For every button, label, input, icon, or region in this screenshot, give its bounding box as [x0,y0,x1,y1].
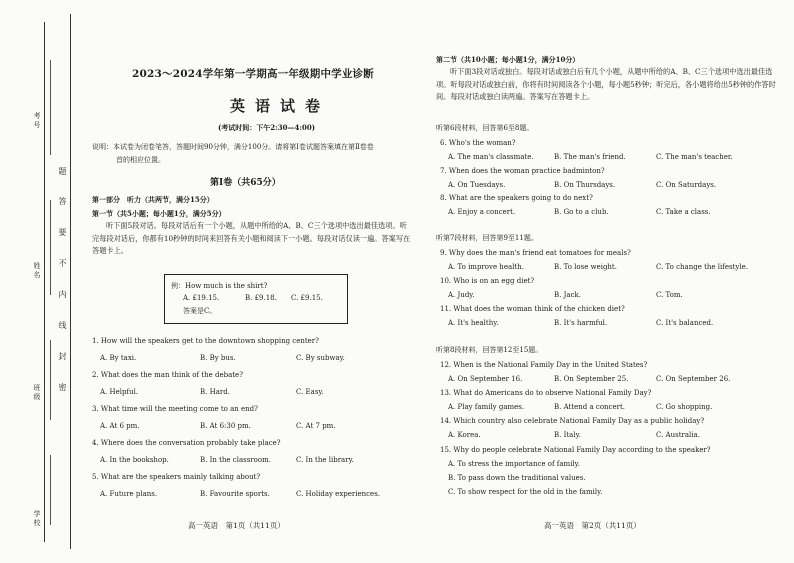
seal-char: 不 [58,259,67,268]
question-stem: 10. Who is on an egg diet? [440,277,535,285]
option-c: C. It's balanced. [656,319,714,327]
option-b: B. Hard. [200,388,230,396]
example-box [164,274,348,324]
option-b: B. To pass down the traditional values. [448,474,586,482]
section-2-directions: 听下面3段对话或独白。每段对话或独白后有几个小题，从题中所给的A、B、C三个选项中选出最佳选项。听每段对话或独白前，你将有时间阅读各个小题，每小题5秒钟；听完后，各小题将给出5秒钟的作答时间。每段对话或独白读两遍。答案写在答题卡上。 [436,67,776,101]
option-c: C. Australia. [656,431,700,439]
option-b: B. To lose weight. [554,263,617,271]
option-b: B. Italy. [554,431,581,439]
field-label-class: 班级 [33,384,41,402]
question-stem: 14. Which country also celebrate National Family Day as a public holiday? [440,417,705,425]
option-a: A. Future plans. [100,490,158,498]
option-c: C. Go shopping. [656,403,713,411]
option-b: B. In the classroom. [200,456,271,464]
section-1-heading: 第一节（共5小题；每小题1分，满分5分） [92,209,226,218]
question-stem: 4. Where does the conversation probably take place? [92,439,281,447]
example-question: 例：How much is the shirt? [171,282,268,290]
option-a: A. To stress the importance of family. [448,460,580,468]
field-label-exam-number: 考号 [33,112,41,130]
example-answer: 答案是C。 [183,307,217,315]
question-stem: 5. What are the speakers mainly talking about? [92,473,261,481]
seal-char: 密 [58,383,67,392]
option-c: C. To show respect for the old in the family. [448,488,603,496]
section-2-heading: 第二节（共10小题；每小题1分，满分10分） [436,55,580,64]
option-a: A. The man's classmate. [448,153,534,161]
option-a: A. It's healthy. [448,319,499,327]
option-b: B. On Thursdays. [554,181,616,189]
field-label-name: 姓名 [33,262,41,280]
option-c: C. On September 26. [656,375,731,383]
option-a: A. Play family games. [448,403,525,411]
example-option-b: B. £9.18. [245,294,277,302]
option-a: A. By taxi. [100,354,137,362]
seal-char: 内 [58,290,67,299]
instructions-line-2: 首的相应位置。 [116,156,165,164]
seal-char: 封 [58,352,67,361]
group-intro: 听第8段材料，回答第12至15题。 [436,346,543,354]
option-b: B. Favourite sports. [200,490,270,498]
option-c: C. Easy. [296,388,324,396]
school-fill-line[interactable] [50,455,51,525]
seal-char: 线 [58,321,67,330]
option-a: A. Helpful. [100,388,139,396]
question-stem: 2. What does the man think of the debate? [92,371,243,379]
option-a: A. In the bookshop. [100,456,169,464]
option-a: A. To improve health. [448,263,524,271]
option-c: C. To change the lifestyle. [656,263,748,271]
volume-1-heading: 第Ⅰ卷（共65分） [210,178,281,188]
section-1-directions: 听下面5段对话。每段对话后有一个小题，从题中所给的A、B、C三个选项中选出最佳选项。听完每段对话后，你都有10秒钟的时间来回答有关小题和阅读下一小题。每段对话仅读一遍。答案写在答题卡上。 [92,221,411,255]
option-b: B. By bus. [200,354,236,362]
page-footer-left: 高一英语 第1页（共11页） [188,521,285,530]
option-b: B. Go to a club. [554,208,609,216]
option-c: C. Holiday experiences. [296,490,381,498]
question-stem: 1. How will the speakers get to the downtown shopping center? [92,337,319,345]
exam-number-fill-line[interactable] [50,60,51,155]
field-label-school: 学校 [33,510,41,528]
option-c: C. In the library. [296,456,354,464]
question-stem: 15. Why do people celebrate National Family Day according to the speaker? [440,446,711,454]
binding-line-outer [44,22,45,542]
question-stem: 7. When does the woman practice badminton? [440,167,605,175]
option-a: A. Korea. [448,431,481,439]
seal-char: 要 [58,228,67,237]
option-a: A. Enjoy a concert. [448,208,516,216]
exam-subtitle: 英语试卷 [230,97,331,115]
name-fill-line[interactable] [50,200,51,295]
question-stem: 12. When is the National Family Day in the United States? [440,361,648,369]
exam-title: 2023～2024学年第一学期高一年级期中学业诊断 [132,68,374,80]
option-a: A. On Tuesdays. [448,181,506,189]
question-stem: 3. What time will the meeting come to an end? [92,405,258,413]
example-option-c: C. £9.15. [291,294,323,302]
option-b: B. At 6:30 pm. [200,422,251,430]
option-c: C. By subway. [296,354,345,362]
group-intro: 听第6段材料，回答第6至8题。 [436,124,534,132]
group-intro: 听第7段材料，回答第9至11题。 [436,234,538,242]
exam-time: (考试时间：下午2:30—4:00) [218,123,316,132]
option-c: C. On Saturdays. [656,181,717,189]
seal-char: 题 [58,167,67,176]
question-stem: 8. What are the speakers going to do next? [440,194,593,202]
option-a: A. On September 16. [448,375,523,383]
option-b: B. Attend a concert. [554,403,625,411]
option-c: C. Tom. [656,291,683,299]
option-a: A. At 6 pm. [100,422,140,430]
option-b: B. On September 25. [554,375,629,383]
option-b: B. Jack. [554,291,581,299]
question-stem: 6. Who's the woman? [440,139,516,147]
option-c: C. At 7 pm. [296,422,336,430]
seal-char: 答 [58,197,67,206]
class-fill-line[interactable] [50,340,51,420]
question-stem: 13. What do Americans do to observe National Family Day? [440,389,652,397]
example-option-a: A. £19.15. [183,294,220,302]
question-stem: 9. Why does the man's friend eat tomatoes for meals? [440,249,631,257]
option-c: C. The man's teacher. [656,153,733,161]
instructions-line-1: 说明：本试卷为闭卷笔答，答题时间90分钟，满分100分。请将第Ⅰ卷试题答案填在第Ⅱ卷卷 [92,143,374,151]
option-a: A. Judy. [448,291,475,299]
part-1-heading: 第一部分 听力（共两节，满分15分） [92,195,214,204]
binding-line-inner [70,14,71,549]
page-footer-right: 高一英语 第2页（共11页） [544,521,641,530]
question-stem: 11. What does the woman think of the chicken diet? [440,305,625,313]
option-b: B. It's harmful. [554,319,608,327]
option-c: C. Take a class. [656,208,711,216]
option-b: B. The man's friend. [554,153,626,161]
